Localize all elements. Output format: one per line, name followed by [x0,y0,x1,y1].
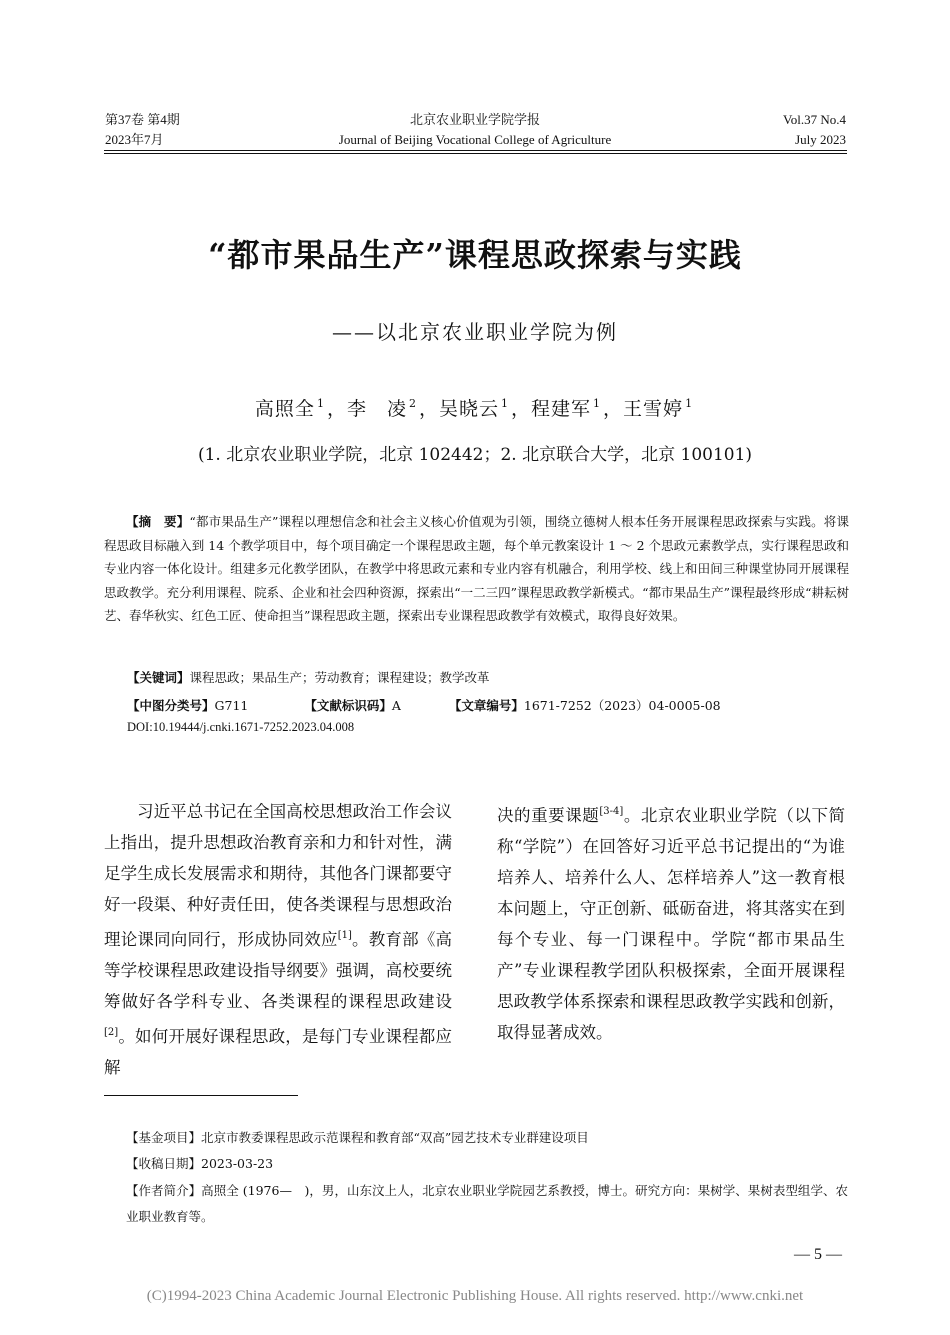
footnote-rule [104,1095,298,1096]
volume-issue-en: Vol.37 No.4 [783,112,846,127]
doc-code-value: A [391,698,401,713]
volume-issue: 第37卷 第4期 [105,112,180,127]
classification-line [127,696,721,716]
clc-label: 【中图分类号】 [127,698,215,713]
body-text: 。教育部《高等学校课程思政建设指导纲要》强调，高校要统筹做好各学科专业、各类课程的课程思政建设 [104,930,453,1011]
body-left-column [104,796,452,1083]
bio-text: 高照全 (1976— )，男，山东汶上人，北京农业职业学院园艺系教授，博士。研究方向：果树学、果树表型组学、农业职业教育等。 [126,1183,848,1224]
body-text: 。北京农业职业学院（以下简称“学院”）在回答好习近平总书记提出的“为谁培养人、培养什么人、怎样培养人”这一教育根本问题上，守正创新、砥砺奋进，将其落实在到每个专业、每一门课程中。学院“都市果品生产”专业课程教学团队积极探索，全面开展课程思政教学体系探索和课程思政教学实践和创新，取得显著成效。 [497,806,846,1042]
clc-value: G711 [214,698,249,713]
article-number-label: 【文章编号】 [448,698,524,713]
keywords [127,668,490,688]
paper-subtitle: ——以北京农业职业学院为例 [332,320,618,344]
bio-label: 【作者简介】 [126,1183,202,1198]
abstract-text: “都市果品生产”课程以理想信念和社会主义核心价值观为引领，围绕立德树人根本任务开展课程思政探索与实践。将课程思政目标融入到 14 个教学项目中，每个项目确定一个课程思政主题，每个单元教案设计 1 ～ 2 个思政元素教学点，实行课程思政和专业内容一体化设计。组建多元化教学团队，在教学中将思政元素和专业内容有机融合，利用学校、线上和田间三种课堂协同开展课程思政教学。充分利用课程、院系、企业和社会四种资源，探索出“一二三四”课程思政教学新模式。“都市果品生产”课程最终形成“耕耘树艺、春华秋实、红色工匠、使命担当”课程思政主题，探索出专业课程思政教学有效模式，取得良好效果。 [104,514,849,623]
volume-info-en [783,110,846,150]
citation-ref[interactable]: [3-4] [599,806,624,817]
date-label: 【收稿日期】 [126,1156,202,1171]
fund-label: 【基金项目】 [126,1130,202,1145]
author-separator: ， [418,398,439,420]
keywords-text: 课程思政；果品生产；劳动教育；课程建设；教学改革 [189,670,490,685]
copyright-notice: (C)1994-2023 China Academic Journal Electronic Publishing House. All rights reserved. http://www.cnki.net [146,1288,804,1304]
author-affiliation-mark: 1 [316,397,325,410]
author-affiliation-mark: 2 [408,397,417,410]
journal-name-cn: 北京农业职业学院学报 [409,112,540,127]
body-text: 。如何开展好课程思政，是每门专业课程都应解 [104,1027,452,1077]
keywords-label: 【关键词】 [127,670,190,685]
author-name: 李 凌 [346,398,407,420]
author-affiliation-mark: 1 [685,397,694,410]
footnote-author-bio [126,1178,848,1230]
doi: DOI:10.19444/j.cnki.1671-7252.2023.04.008 [127,720,355,734]
footnote-fund [126,1125,848,1151]
author-list [0,394,950,421]
publication-date-en: July 2023 [795,132,846,147]
header-rule-secondary [104,153,847,154]
header-rule [104,150,847,151]
doc-code-label: 【文献标识码】 [304,698,392,713]
affiliations: (1. 北京农业职业学院，北京 102442；2. 北京联合大学，北京 100101) [197,445,753,465]
page-number: — 5 — [794,1246,842,1263]
body-right-column [497,796,845,1048]
author-separator: ， [326,398,347,420]
footnote-received-date [126,1151,848,1177]
abstract-label: 【摘 要】 [126,514,190,529]
author-separator: ， [511,398,532,420]
journal-name-en: Journal of Beijing Vocational College of Agriculture [338,132,612,147]
body-text: 习近平总书记在全国高校思想政治工作会议上指出，提升思想政治教育亲和力和针对性，满足学生成长发展需求和期待，其他各门课都要守好一段渠、种好责任田，使各类课程与思想政治理论课同向同行，形成协同效应 [104,802,452,949]
author-name: 吴晓云 [438,398,499,420]
body-text: 决的重要课题 [497,806,600,825]
citation-ref[interactable]: [2] [104,1027,119,1038]
article-number-value: 1671-7252（2023）04-0005-08 [523,698,721,713]
author-separator: ， [603,398,624,420]
paper-title: “都市果品生产”课程思政探索与实践 [208,236,742,274]
author-affiliation-mark: 1 [501,397,509,410]
author-name: 王雪婷 [623,398,684,420]
date-text: 2023-03-23 [201,1156,274,1171]
citation-ref[interactable]: [1] [337,930,352,941]
abstract [104,510,849,628]
author-name: 高照全 [254,398,315,420]
author-affiliation-mark: 1 [593,397,602,410]
fund-text: 北京市教委课程思政示范课程和教育部“双高”园艺技术专业群建设项目 [201,1130,589,1145]
author-name: 程建军 [531,398,592,420]
publication-date: 2023年7月 [105,132,164,147]
